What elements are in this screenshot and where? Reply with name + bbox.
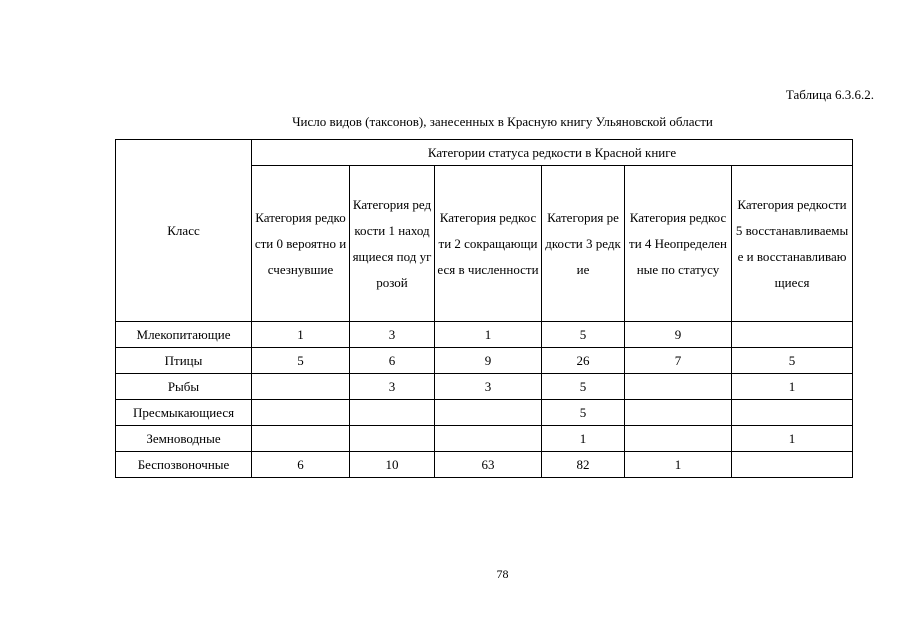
category-group-header: Категории статуса редкости в Красной книге [252,140,853,166]
table-cell: 1 [252,322,350,348]
table-number: Таблица 6.3.6.2. [785,87,874,102]
table-cell [350,426,435,452]
table-cell: 7 [625,348,732,374]
table-cell: 5 [542,322,625,348]
row-class-name: Млекопитающие [116,322,252,348]
table-cell: 1 [435,322,542,348]
table-cell [625,374,732,400]
table-cell: 9 [435,348,542,374]
category-0-header: Категория редкости 0 вероятно исчезнувшие [252,166,350,322]
table-row [116,400,853,426]
table-cell: 63 [435,452,542,478]
table-cell [435,400,542,426]
table-cell: 10 [350,452,435,478]
table-cell: 5 [732,348,853,374]
table-cell: 26 [542,348,625,374]
table-row [116,322,853,348]
table-cell: 1 [542,426,625,452]
table-cell: 1 [732,374,853,400]
table-cell [732,452,853,478]
table-cell [625,400,732,426]
table-cell: 6 [350,348,435,374]
category-2-header: Категория редкости 2 сокращающиеся в численности [435,166,542,322]
row-class-name: Беспозвоночные [116,452,252,478]
row-class-name: Пресмыкающиеся [116,400,252,426]
table-cell: 5 [542,400,625,426]
table-cell: 5 [252,348,350,374]
table-cell [350,400,435,426]
table-cell: 82 [542,452,625,478]
table-cell [732,400,853,426]
table-row [116,348,853,374]
table-cell [732,322,853,348]
table-cell [252,400,350,426]
table-row [116,452,853,478]
category-5-header: Категория редкости 5 восстанавливаемые и восстанавливающиеся [732,166,853,322]
table-cell: 1 [732,426,853,452]
table-cell: 3 [350,322,435,348]
table-row [116,374,853,400]
table-cell: 3 [435,374,542,400]
category-3-header: Категория редкости 3 редкие [542,166,625,322]
table-cell [252,374,350,400]
page-number: 78 [496,567,509,581]
table-cell: 9 [625,322,732,348]
red-book-table [115,139,853,478]
table-cell [625,426,732,452]
category-4-header: Категория редкости 4 Неопределенные по статусу [625,166,732,322]
table-caption: Число видов (таксонов), занесенных в Красную книгу Ульяновской области [292,114,713,129]
table-cell [435,426,542,452]
category-1-header: Категория редкости 1 находящиеся под угрозой [350,166,435,322]
table-row [116,426,853,452]
row-class-name: Земноводные [116,426,252,452]
table-cell: 1 [625,452,732,478]
table-cell: 6 [252,452,350,478]
row-class-name: Рыбы [116,374,252,400]
class-header: Класс [116,140,252,322]
table-cell [252,426,350,452]
table-cell: 5 [542,374,625,400]
row-class-name: Птицы [116,348,252,374]
table-cell: 3 [350,374,435,400]
